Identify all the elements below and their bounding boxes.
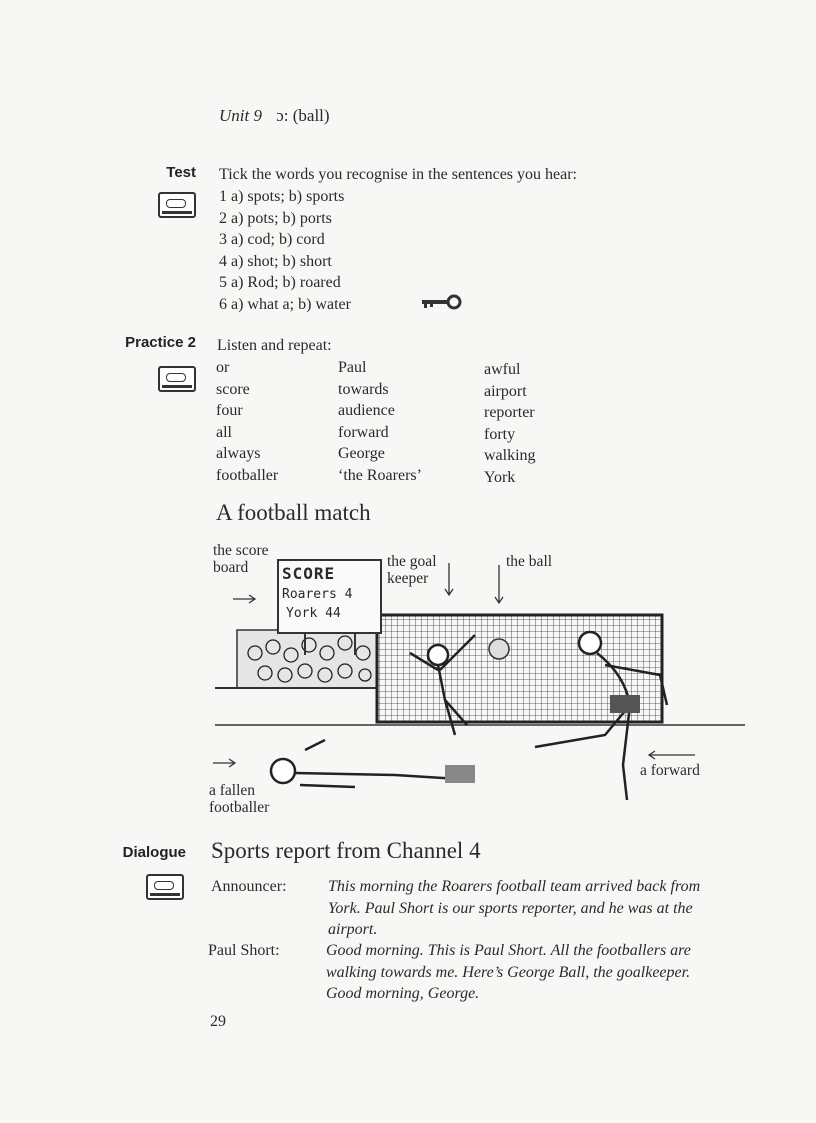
illustration-title: A football match <box>216 500 371 525</box>
word-item: walking <box>484 447 536 465</box>
word-item: York <box>484 468 516 486</box>
word-column <box>484 359 536 489</box>
section-label-practice: Practice 2 <box>125 334 196 351</box>
label-ball: the ball <box>506 553 553 570</box>
word-item: always <box>216 445 261 463</box>
word-item: audience <box>338 402 395 420</box>
test-list <box>219 186 351 315</box>
fallen-footballer-figure <box>271 740 475 787</box>
word-item: all <box>216 423 232 441</box>
word-item: towards <box>338 380 389 398</box>
word-item: awful <box>484 361 521 378</box>
dialogue-title: Sports report from Channel 4 <box>211 838 481 863</box>
phoneme-label: ɔ: (ball) <box>276 106 330 125</box>
word-item: footballer <box>216 466 279 484</box>
label-fallen-footballer: a fallen footballer <box>209 782 270 816</box>
list-item: 2 a) pots; b) ports <box>219 209 332 227</box>
scoreboard-line: York 44 <box>286 606 341 621</box>
list-item: 3 a) cod; b) cord <box>219 231 325 248</box>
practice-instruction: Listen and repeat: <box>217 337 332 354</box>
word-item: George <box>338 445 385 463</box>
list-item: 1 a) spots; b) sports <box>219 188 345 205</box>
word-item: forward <box>338 423 389 441</box>
word-item: four <box>216 402 243 420</box>
page-number: 29 <box>210 1013 226 1030</box>
scoreboard-line: Roarers 4 <box>282 587 353 602</box>
label-scoreboard: the score board <box>213 542 269 576</box>
word-item: Paul <box>338 359 367 376</box>
list-item: 5 a) Rod; b) roared <box>219 274 341 291</box>
word-item: or <box>216 359 230 376</box>
cassette-icon[interactable] <box>158 366 196 392</box>
dialogue-speaker: Announcer: <box>211 878 287 895</box>
list-item: 6 a) what a; b) water <box>219 295 351 313</box>
ball-icon <box>489 639 509 659</box>
word-column <box>338 357 422 487</box>
section-label-test: Test <box>166 164 196 181</box>
unit-header <box>219 106 330 126</box>
word-item: reporter <box>484 404 535 422</box>
test-instruction: Tick the words you recognise in the sentences you hear: <box>219 166 577 183</box>
label-forward: a forward <box>640 762 700 779</box>
word-item: forty <box>484 425 516 443</box>
unit-label: Unit 9 <box>219 106 262 125</box>
word-item: airport <box>484 382 527 400</box>
crowd <box>215 630 377 688</box>
list-item: 4 a) shot; b) short <box>219 252 332 270</box>
scoreboard-heading: SCORE <box>282 564 336 583</box>
dialogue-line: Good morning. This is Paul Short. All the footballers are walking towards me. Here’s George Ball, the goalkeeper. Good morning, George. <box>326 942 691 1002</box>
scoreboard-text <box>282 564 352 623</box>
cassette-icon[interactable] <box>146 874 184 900</box>
word-column <box>216 357 278 487</box>
key-icon <box>420 294 464 312</box>
cassette-icon[interactable] <box>158 192 196 218</box>
word-item: ‘the Roarers’ <box>338 466 422 484</box>
label-goalkeeper: the goal keeper <box>387 553 437 587</box>
dialogue-speaker: Paul Short: <box>208 942 280 959</box>
word-item: score <box>216 380 250 398</box>
section-label-dialogue: Dialogue <box>122 844 186 861</box>
dialogue-line: This morning the Roarers football team arrived back from York. Paul Short is our sports reporter, and he was at the airport. <box>328 878 701 938</box>
